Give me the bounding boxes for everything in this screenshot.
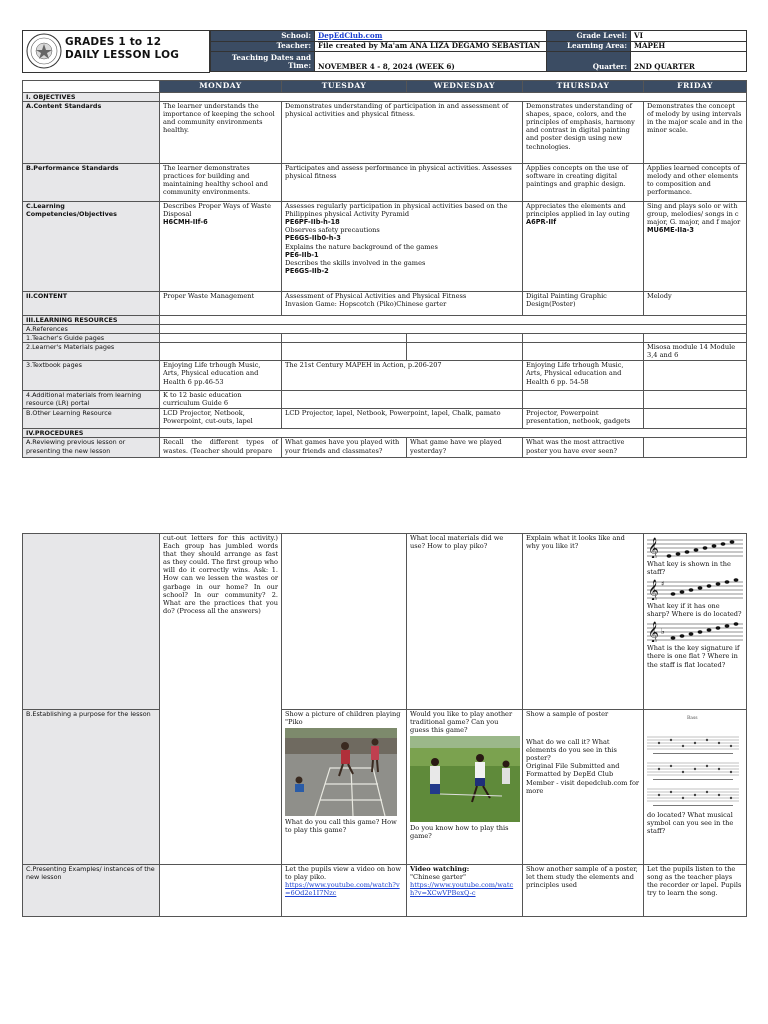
comp-fri-code: MU6ME-IIa-3: [647, 226, 694, 235]
purpose-fri: [644, 710, 747, 865]
children-playing-photo: [410, 736, 520, 822]
purpose-fri-text: do located? What musical symbol can you see in the staff?: [647, 811, 734, 836]
header-info-grid: [210, 30, 747, 72]
learners-materials-label: 2.Learner's Materials pages: [23, 343, 160, 361]
content-tue-line-1: Assessment of Physical Activities and Physical Fitness: [285, 292, 467, 301]
music-staff-icon: [647, 536, 743, 558]
textbook-label: 3.Textbook pages: [23, 361, 160, 391]
other-resources-label: B.Other Learning Resource: [23, 409, 160, 429]
additional-materials-label: 4.Additional materials from learning resource (LR) portal: [23, 391, 160, 409]
tb-mon: Enjoying Life trhough Music, Arts, Physical education and Health 6 pp.46-53: [160, 361, 282, 391]
review-fri-question-3: What is the key signature if there is one flat ? Where in the staff is flat located?: [647, 644, 740, 669]
review-mon-continued: cut-out letters for this activity.) Each group has jumbled words that they should arrange as fast as they could. The first group who will do it correctly wins. Ask: 1. How can we lessen the wastes or garbage in our home? In our school? In our community? 2. What are the practices that you do? (Process all the answers): [160, 534, 282, 865]
perf-thu: Applies concepts on the use of software in creating digital paintings and graphic design.: [523, 164, 644, 202]
other-thu: Projector, Powerpoint presentation, netbook, gadgets: [523, 409, 644, 429]
purpose-wed-text-2: Do you know how to play this game?: [410, 824, 509, 841]
purpose-thu: [523, 710, 644, 865]
reviewing-label: A.Reviewing previous lesson or presenting the new lesson: [23, 438, 160, 458]
present-fri: Let the pupils listen to the song as the teacher plays the recorder or lapel. Pupils try to learn the song.: [644, 865, 747, 917]
music-staff-icon: [647, 620, 743, 642]
comp-fri-text: Sing and plays solo or with group, melodies/ songs in c major, G. major, and f major: [647, 202, 741, 227]
textbook-row: [23, 361, 747, 391]
header-title-box: [22, 30, 210, 73]
references-label: A.References: [23, 325, 160, 334]
lesson-table-bottom: [22, 533, 747, 917]
purpose-thu-text-2: What do we call it? What elements do you see in this poster?: [526, 738, 617, 763]
content-thu: Demonstrates understanding of shapes, space, colors, and the principles of emphasis, harmony and contrast in digital painting and poster design using new technologies.: [523, 102, 644, 164]
music-staff-icon: [647, 713, 739, 809]
day-wednesday: WEDNESDAY: [407, 81, 523, 93]
learners-materials-row: [23, 343, 747, 361]
comp-tue-text-1: Assesses regularly participation in physical activities based on the Philippines physical Activity Pyramid: [285, 202, 508, 219]
review-tue: What games have you played with your friends and classmates?: [282, 438, 407, 458]
purpose-tue: [282, 710, 407, 865]
content-fri-topic: Melody: [644, 292, 747, 316]
music-staff-icon: [647, 578, 743, 600]
children-playing-photo: [285, 728, 397, 816]
other-mon: LCD Projector, Netbook, Powerpoint, cut-outs, lapel: [160, 409, 282, 429]
comp-thu: [523, 202, 644, 292]
area-label: Learning Area:: [547, 41, 631, 52]
svg-text:♯: ♯: [661, 580, 665, 589]
present-wed-text: "Chinese garter": [410, 873, 467, 882]
reviewing-continued-row: [23, 534, 747, 710]
teachers-guide-label: 1.Teacher's Guide pages: [23, 334, 160, 343]
presenting-row: [23, 865, 747, 917]
resources-row: [23, 316, 747, 325]
log-title: [65, 36, 179, 62]
comp-tue-code-4: PE6GS-IIb-2: [285, 266, 329, 275]
purpose-tue-text-1: Show a picture of children playing "Piko: [285, 710, 401, 727]
comp-thu-text: Appreciates the elements and principles applied in lay outing: [526, 202, 630, 219]
dates-label: [211, 52, 315, 72]
purpose-tue-text-2: What do you call this game? How to play this game?: [285, 818, 397, 835]
purpose-row: [23, 710, 747, 865]
other-resources-row: [23, 409, 747, 429]
resources-label: III.LEARNING RESOURCES: [23, 316, 160, 325]
school-label: School:: [211, 31, 315, 42]
review-fri-question-2: What key if it has one sharp? Where is do located?: [647, 602, 742, 619]
review-wed-continued: What local materials did we use? How to play piko?: [407, 534, 523, 710]
lm-fri: Misosa module 14 Module 3,4 and 6: [644, 343, 747, 361]
content-thu-topic: Digital Painting Graphic Design(Poster): [523, 292, 644, 316]
review-fri-continued: [644, 534, 747, 710]
purpose-label: B.Establishing a purpose for the lesson: [23, 710, 160, 865]
teachers-guide-row: [23, 334, 747, 343]
tb-thu: Enjoying Life trhough Music, Arts, Physical education and Health 6 pp. 54-58: [523, 361, 644, 391]
content-mon-topic: Proper Waste Management: [160, 292, 282, 316]
review-thu: What was the most attractive poster you have ever seen?: [523, 438, 644, 458]
svg-text:𝄞: 𝄞: [648, 580, 659, 601]
perf-fri: Applies learned concepts of melody and other elements to composition and performance.: [644, 164, 747, 202]
teacher-value: File created by Ma'am ANA LIZA DEGAMO SEBASTIAN: [315, 41, 547, 52]
perf-mon: The learner demonstrates practices for building and maintaining healthy school and community environments.: [160, 164, 282, 202]
present-thu: Show another sample of a poster, let them study the elements and principles used: [523, 865, 644, 917]
add-mon: K to 12 basic education curriculum Guide 6: [160, 391, 282, 409]
reviewing-row: [23, 438, 747, 458]
lesson-table-top: [22, 80, 747, 458]
day-friday: FRIDAY: [644, 81, 747, 93]
perf-tue-wed: Participates and assess performance in physical activities. Assesses physical fitness: [282, 164, 523, 202]
teacher-label: Teacher:: [211, 41, 315, 52]
review-thu-continued: Explain what it looks like and why you like it?: [523, 534, 644, 710]
dates-value: NOVEMBER 4 - 8, 2024 (WEEK 6): [315, 52, 547, 72]
competencies-label: C.Learning Competencies/Objectives: [26, 202, 117, 219]
references-row: [23, 325, 747, 334]
comp-tue-text-2: Observes safety precautions: [285, 226, 380, 235]
dates-label-line2: Time:: [288, 60, 311, 70]
objectives-label: I. OBJECTIVES: [23, 93, 160, 102]
present-tue: [282, 865, 407, 917]
svg-text:♭: ♭: [661, 627, 665, 637]
content-label: II.CONTENT: [26, 292, 68, 301]
presenting-label: C.Presenting Examples/ instances of the new lesson: [23, 865, 160, 917]
quarter-label: Quarter:: [547, 52, 631, 72]
present-tue-video-link[interactable]: https://www.youtube.com/watch?v=6Od2e1I7Nzc: [285, 881, 400, 898]
content-row: [23, 292, 747, 316]
present-wed-video-link[interactable]: https://www.youtube.com/watch?v=XCwVPBexQ-c: [410, 881, 514, 898]
dates-label-line1: Teaching Dates and: [231, 52, 311, 62]
content-fri: Demonstrates the concept of melody by using intervals in the major scale and in the minor scale.: [644, 102, 747, 164]
grade-label: Grade Level:: [547, 31, 631, 42]
other-tue: LCD Projector, lapel, Netbook, Powerpoint, lapel, Chalk, pamato: [282, 409, 523, 429]
performance-standards-row: [23, 164, 747, 202]
purpose-thu-text-3: Original File Submitted and Formatted by DepEd Club Member - visit depedclub.com for more: [526, 762, 640, 795]
performance-standards-label: B.Performance Standards: [26, 164, 119, 173]
school-link[interactable]: DepEdClub.com: [318, 30, 383, 40]
present-wed-heading: Video watching:: [410, 865, 470, 873]
purpose-wed: [407, 710, 523, 865]
procedures-row: [23, 429, 747, 438]
svg-text:Bass: Bass: [687, 716, 698, 721]
additional-materials-row: [23, 391, 747, 409]
comp-tue-code-2: PE6GS-IIb0-h-3: [285, 234, 341, 243]
tb-tue: The 21st Century MAPEH in Action, p.206-207: [282, 361, 523, 391]
comp-mon-code: H6CMH-IIf-6: [163, 218, 208, 227]
comp-tue-code-1: PE6PF-IIb-h-18: [285, 218, 340, 227]
svg-text:𝄞: 𝄞: [648, 622, 659, 643]
content-tue-topic: [282, 292, 523, 316]
day-tuesday: TUESDAY: [282, 81, 407, 93]
review-fri-question-1: What key is shown in the staff?: [647, 560, 731, 577]
content-mon: The learner understands the importance of keeping the school and community environments healthy.: [160, 102, 282, 164]
comp-tue-text-3: Explains the nature background of the games: [285, 242, 438, 251]
title-line-2: DAILY LESSON LOG: [65, 49, 180, 61]
content-standards-row: [23, 102, 747, 164]
comp-tue-wed: [282, 202, 523, 292]
area-value: MAPEH: [631, 41, 747, 52]
comp-tue-code-3: PE6-IIb-1: [285, 250, 319, 259]
comp-thu-code: A6PR-IIf: [526, 218, 557, 227]
content-tue-wed: Demonstrates understanding of participation in and assessment of physical activities and physical fitness.: [282, 102, 523, 164]
quarter-value: 2ND QUARTER: [631, 52, 747, 72]
purpose-thu-text-1: Show a sample of poster: [526, 710, 609, 718]
deped-seal-icon: [26, 33, 62, 69]
review-wed: What game have we played yesterday?: [407, 438, 523, 458]
present-wed: [407, 865, 523, 917]
day-monday: MONDAY: [160, 81, 282, 93]
day-thursday: THURSDAY: [523, 81, 644, 93]
procedures-label: IV.PROCEDURES: [23, 429, 160, 438]
title-line-1: GRADES 1 to 12: [65, 36, 162, 48]
review-mon: Recall the different types of wastes. (Teacher should prepare: [160, 438, 282, 458]
competencies-row: [23, 202, 747, 292]
svg-text:𝄞: 𝄞: [648, 538, 659, 558]
content-tue-line-2: Invasion Game: Hopscotch (Piko)Chinese garter: [285, 300, 447, 309]
day-header-row: [23, 81, 747, 93]
content-standards-label: A.Content Standards: [26, 102, 102, 111]
purpose-wed-text-1: Would you like to play another traditional game? Can you guess this game?: [410, 710, 513, 735]
comp-mon: [160, 202, 282, 292]
comp-mon-text: Describes Proper Ways of Waste Disposal: [163, 202, 271, 219]
comp-tue-text-4: Describes the skills involved in the games: [285, 258, 426, 267]
grade-value: VI: [631, 31, 747, 42]
comp-fri: [644, 202, 747, 292]
objectives-row: [23, 93, 747, 102]
present-tue-text: Let the pupils view a video on how to play piko.: [285, 865, 402, 882]
